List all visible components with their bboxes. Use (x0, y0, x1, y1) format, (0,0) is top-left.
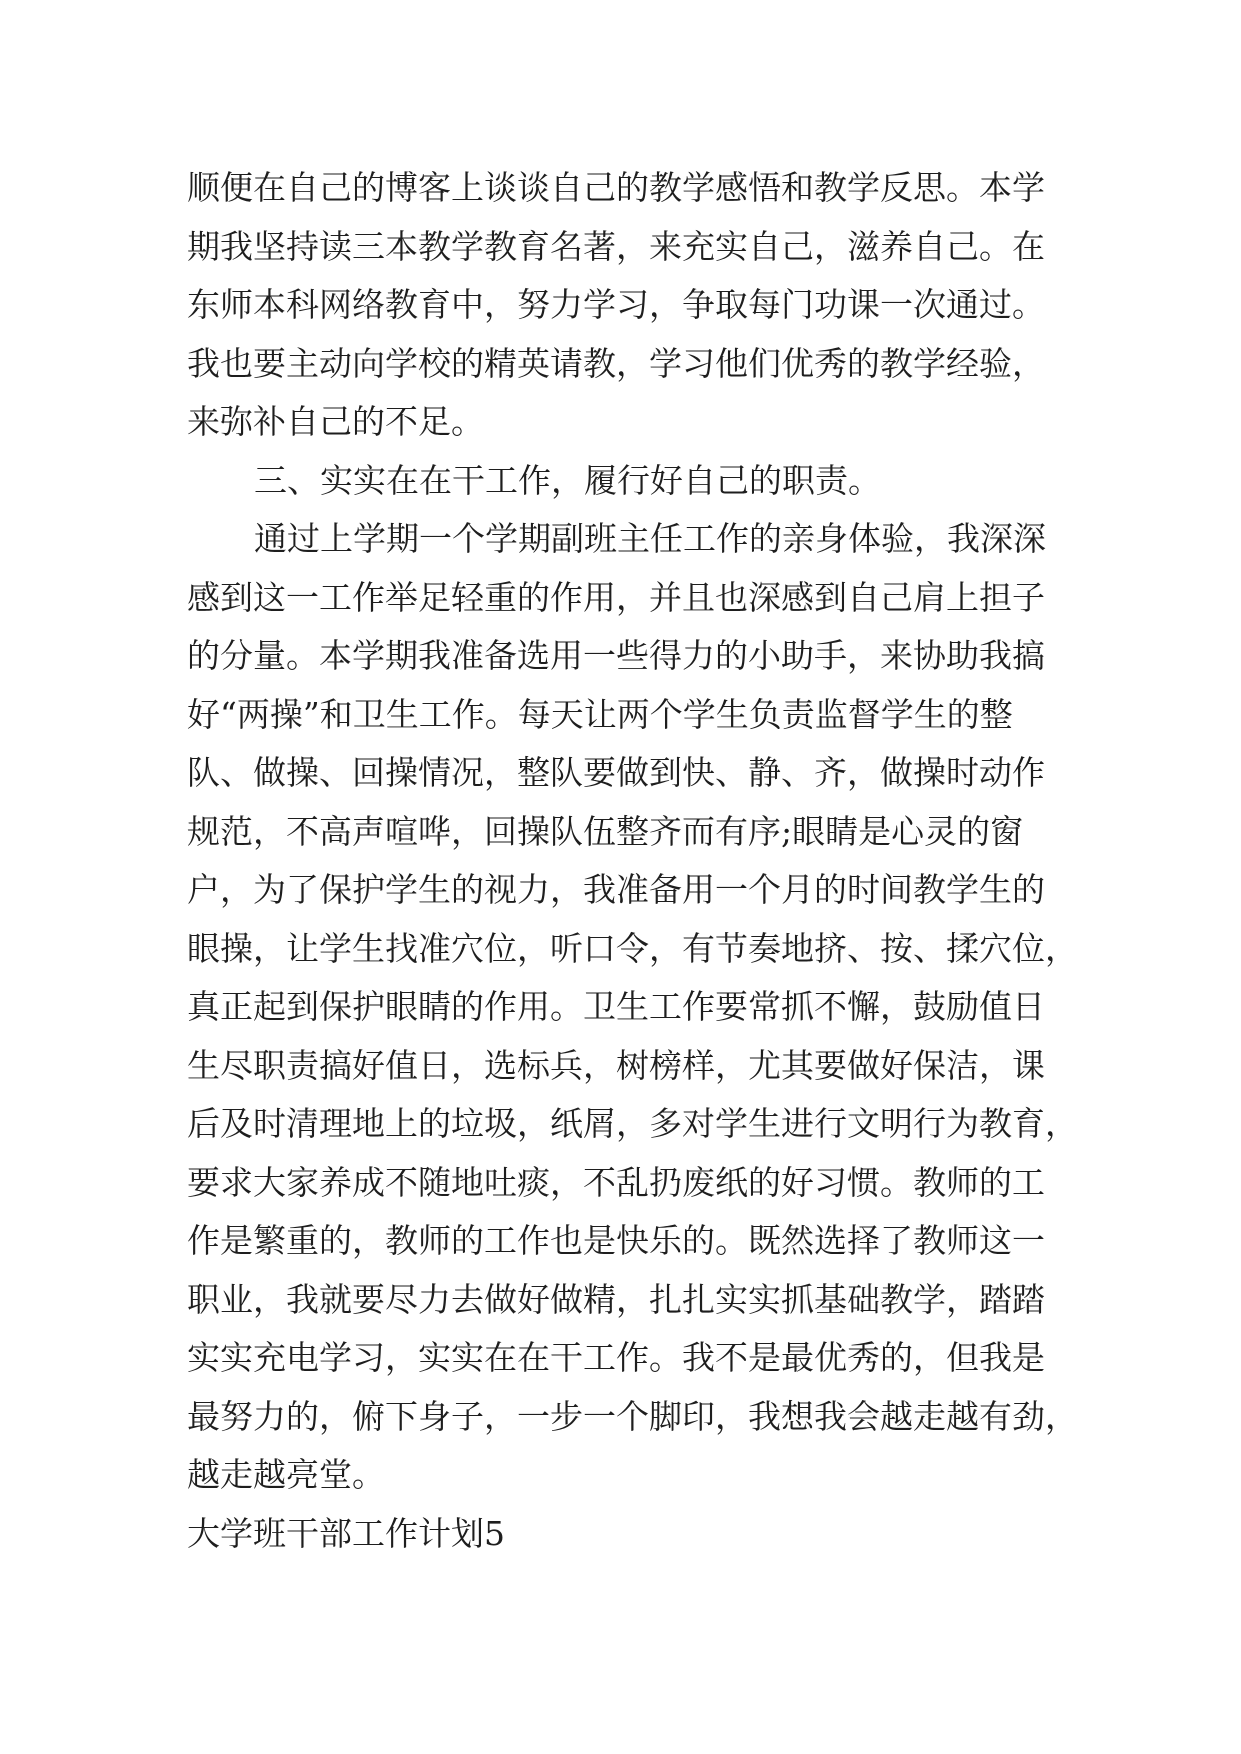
text-line: 顺便在自己的博客上谈谈自己的教学感悟和教学反思。本学 (187, 168, 1045, 207)
text-line: 期我坚持读三本教学教育名著，来充实自己，滋养自己。在 (187, 226, 1045, 266)
section-heading: 大学班干部工作计划5 (187, 1513, 505, 1553)
text-line: 真正起到保护眼睛的作用。卫生工作要常抓不懈，鼓励值日 (187, 987, 1045, 1026)
document-body (187, 159, 1087, 1563)
text-line: 后及时清理地上的垃圾，纸屑，多对学生进行文明行为教育， (187, 1104, 1078, 1143)
text-line: 作是繁重的，教师的工作也是快乐的。既然选择了教师这一 (187, 1221, 1045, 1260)
text-line: 的分量。本学期我准备选用一些得力的小助手，来协助我搞 (187, 636, 1045, 675)
text-line: 实实充电学习，实实在在干工作。我不是最优秀的，但我是 (187, 1338, 1045, 1377)
text-line: 越走越亮堂。 (187, 1455, 385, 1494)
text-line: 生尽职责搞好值日，选标兵，树榜样，尤其要做好保洁，课 (187, 1045, 1045, 1085)
text-line: 我也要主动向学校的精英请教，学习他们优秀的教学经验， (187, 343, 1045, 383)
section-subheading: 三、实实在在干工作，履行好自己的职责。 (254, 460, 881, 500)
text-line: 规范，不高声喧哗，回操队伍整齐而有序;眼睛是心灵的窗 (187, 811, 1024, 851)
text-line: 最努力的，俯下身子，一步一个脚印，我想我会越走越有劲， (187, 1396, 1078, 1436)
text-line: 东师本科网络教育中，努力学习，争取每门功课一次通过。 (187, 285, 1045, 324)
text-line: 感到这一工作举足轻重的作用，并且也深感到自己肩上担子 (187, 577, 1045, 617)
text-line: 通过上学期一个学期副班主任工作的亲身体验，我深深 (254, 519, 1046, 558)
text-line: 好“两操”和卫生工作。每天让两个学生负责监督学生的整 (187, 694, 1013, 734)
text-line: 户，为了保护学生的视力，我准备用一个月的时间教学生的 (187, 870, 1045, 909)
text-line: 要求大家养成不随地吐痰，不乱扔废纸的好习惯。教师的工 (187, 1162, 1045, 1202)
text-line: 来弥补自己的不足。 (187, 402, 484, 441)
text-line: 队、做操、回操情况，整队要做到快、静、齐，做操时动作 (187, 753, 1045, 792)
text-line: 眼操，让学生找准穴位，听口令，有节奏地挤、按、揉穴位， (187, 928, 1078, 968)
text-line: 职业，我就要尽力去做好做精，扎扎实实抓基础教学，踏踏 (187, 1279, 1045, 1319)
